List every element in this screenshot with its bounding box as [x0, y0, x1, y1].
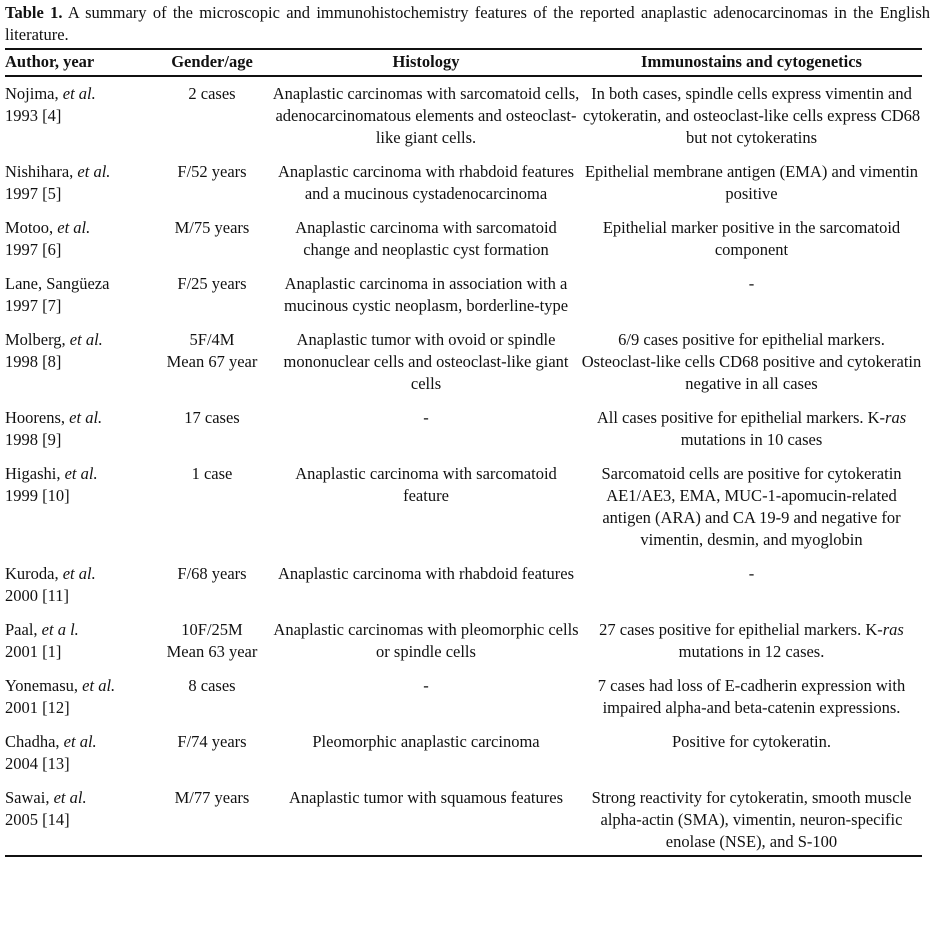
cell-gender-age: [153, 669, 271, 725]
et-al: et a l.: [41, 620, 79, 639]
caption-text: A summary of the microscopic and immunohistochemistry features of the reported anaplastic adenocarcinomas in the English literature.: [5, 3, 930, 44]
cell-histology: Anaplastic tumor with squamous features: [271, 781, 581, 856]
year-reference: 1997 [6]: [5, 240, 62, 259]
cell-histology: -: [423, 408, 429, 427]
gender-age-line: 17 cases: [184, 408, 240, 427]
table-row: [5, 781, 922, 856]
cell-gender-age: [153, 613, 271, 669]
year-reference: 2001 [1]: [5, 642, 62, 661]
cell-immunostains: Epithelial membrane antigen (EMA) and vimentin positive: [584, 162, 919, 203]
author-name: Sawai,: [5, 788, 50, 807]
cell-immunostains: -: [748, 274, 755, 293]
table-row: [5, 155, 922, 211]
gene-name: ras: [882, 620, 904, 639]
year-reference: 1997 [7]: [5, 296, 62, 315]
header-immunostains: Immunostains and cytogenetics: [581, 49, 922, 76]
immuno-text: 27 cases positive for epithelial markers. K-: [599, 620, 883, 639]
cell-gender-age: [153, 323, 271, 401]
et-al: et al.: [53, 788, 87, 807]
cell-gender-age: [153, 267, 271, 323]
author-name: Nojima,: [5, 84, 59, 103]
cell-gender-age: [153, 401, 271, 457]
immuno-text: mutations in 12 cases.: [678, 642, 825, 661]
et-al: et al.: [62, 84, 96, 103]
cell-histology: Anaplastic carcinoma with rhabdoid features: [278, 564, 574, 583]
cell-author-year: [5, 401, 153, 457]
table-row: [5, 76, 922, 155]
author-name: Motoo,: [5, 218, 54, 237]
year-reference: 1997 [5]: [5, 184, 62, 203]
cell-author-year: [5, 557, 153, 613]
cell-immunostains: Epithelial marker positive in the sarcomatoid component: [602, 218, 901, 259]
cell-author-year: [5, 76, 153, 155]
gender-age-line: 5F/4M: [189, 330, 235, 349]
gender-age-line: 8 cases: [188, 676, 236, 695]
cell-author-year: [5, 613, 153, 669]
cell-author-year: [5, 725, 153, 781]
table-row: [5, 323, 922, 401]
table-label: Table 1.: [5, 3, 63, 22]
author-name: Hoorens,: [5, 408, 66, 427]
cell-immunostains: [581, 401, 922, 457]
cell-histology: Pleomorphic anaplastic carcinoma: [312, 732, 540, 751]
cell-gender-age: [153, 725, 271, 781]
cell-histology: Anaplastic tumor with ovoid or spindle mononuclear cells and osteoclast-like giant cells: [283, 330, 569, 393]
et-al: et al.: [62, 564, 96, 583]
cell-histology: Anaplastic carcinoma with sarcomatoid change and neoplastic cyst formation: [295, 218, 557, 259]
cell-author-year: [5, 155, 153, 211]
gene-name: ras: [885, 408, 907, 427]
gender-age-line: F/25 years: [177, 274, 247, 293]
table-row: [5, 401, 922, 457]
gender-age-line: Mean 67 year: [166, 352, 258, 371]
table-row: [5, 613, 922, 669]
cell-histology: -: [423, 676, 429, 695]
cell-histology: Anaplastic carcinomas with pleomorphic cells or spindle cells: [273, 620, 579, 661]
table-row: [5, 725, 922, 781]
cell-histology: Anaplastic carcinomas with sarcomatoid cells, adenocarcinomatous elements and osteoclast-like giant cells.: [272, 84, 580, 147]
cell-histology: Anaplastic carcinoma with sarcomatoid feature: [295, 464, 557, 505]
author-name: Yonemasu,: [5, 676, 79, 695]
cell-author-year: [5, 323, 153, 401]
summary-table: [5, 48, 922, 857]
gender-age-line: 10F/25M: [181, 620, 243, 639]
year-reference: 2005 [14]: [5, 810, 70, 829]
cell-immunostains: Sarcomatoid cells are positive for cytokeratin AE1/AE3, EMA, MUC-1-apomucin-related antigen (ARA) and CA 19-9 and negative for vimentin, desmin, and myoglobin: [601, 464, 902, 549]
et-al: et al.: [63, 732, 97, 751]
table-row: [5, 669, 922, 725]
author-name: Lane, Sangüeza: [5, 274, 110, 293]
gender-age-line: F/52 years: [177, 162, 247, 181]
table-row: [5, 557, 922, 613]
cell-immunostains: 6/9 cases positive for epithelial markers. Osteoclast-like cells CD68 positive and cytokeratin negative in all cases: [581, 330, 922, 393]
cell-histology: Anaplastic carcinoma in association with a mucinous cystic neoplasm, borderline-type: [283, 274, 569, 315]
immuno-text: All cases positive for epithelial markers. K-: [596, 408, 886, 427]
gender-age-line: M/77 years: [174, 788, 250, 807]
author-name: Molberg,: [5, 330, 66, 349]
immuno-text: mutations in 10 cases: [680, 430, 823, 449]
author-name: Paal,: [5, 620, 38, 639]
gender-age-line: F/68 years: [177, 564, 247, 583]
cell-author-year: [5, 267, 153, 323]
year-reference: 1998 [8]: [5, 352, 62, 371]
gender-age-line: 1 case: [191, 464, 233, 483]
et-al: et al.: [57, 218, 91, 237]
author-name: Kuroda,: [5, 564, 59, 583]
cell-gender-age: [153, 781, 271, 856]
et-al: et al.: [69, 330, 103, 349]
year-reference: 1998 [9]: [5, 430, 62, 449]
gender-age-line: F/74 years: [177, 732, 247, 751]
cell-author-year: [5, 669, 153, 725]
author-name: Chadha,: [5, 732, 60, 751]
year-reference: 1999 [10]: [5, 486, 70, 505]
cell-gender-age: [153, 155, 271, 211]
cell-histology: Anaplastic carcinoma with rhabdoid features and a mucinous cystadenocarcinoma: [278, 162, 574, 203]
table-row: [5, 267, 922, 323]
cell-gender-age: [153, 76, 271, 155]
table-header-row: [5, 49, 922, 76]
cell-immunostains: Positive for cytokeratin.: [671, 732, 831, 751]
table-row: [5, 211, 922, 267]
et-al: et al.: [69, 408, 103, 427]
gender-age-line: Mean 63 year: [166, 642, 258, 661]
table-body: [5, 76, 922, 856]
cell-immunostains: 7 cases had loss of E-cadherin expression with impaired alpha-and beta-catenin expressions.: [597, 676, 906, 717]
cell-gender-age: [153, 457, 271, 557]
gender-age-line: M/75 years: [174, 218, 250, 237]
cell-immunostains: In both cases, spindle cells express vimentin and cytokeratin, and osteoclast-like cells express CD68 but not cytokeratins: [582, 84, 921, 147]
document-page: [0, 2, 934, 857]
header-histology: Histology: [271, 49, 581, 76]
table-row: [5, 457, 922, 557]
header-author-year: Author, year: [5, 49, 153, 76]
et-al: et al.: [77, 162, 111, 181]
cell-gender-age: [153, 557, 271, 613]
year-reference: 2000 [11]: [5, 586, 70, 605]
author-name: Nishihara,: [5, 162, 74, 181]
author-name: Higashi,: [5, 464, 61, 483]
year-reference: 2001 [12]: [5, 698, 70, 717]
table-caption: [5, 2, 930, 46]
et-al: et al.: [82, 676, 116, 695]
cell-author-year: [5, 781, 153, 856]
gender-age-line: 2 cases: [188, 84, 236, 103]
cell-author-year: [5, 211, 153, 267]
cell-immunostains: Strong reactivity for cytokeratin, smooth muscle alpha-actin (SMA), vimentin, neuron-specific enolase (NSE), and S-100: [581, 781, 922, 856]
cell-immunostains: -: [748, 564, 755, 583]
header-gender-age: Gender/age: [153, 49, 271, 76]
cell-author-year: [5, 457, 153, 557]
year-reference: 1993 [4]: [5, 106, 62, 125]
cell-immunostains: [581, 613, 922, 669]
et-al: et al.: [64, 464, 98, 483]
year-reference: 2004 [13]: [5, 754, 70, 773]
cell-gender-age: [153, 211, 271, 267]
